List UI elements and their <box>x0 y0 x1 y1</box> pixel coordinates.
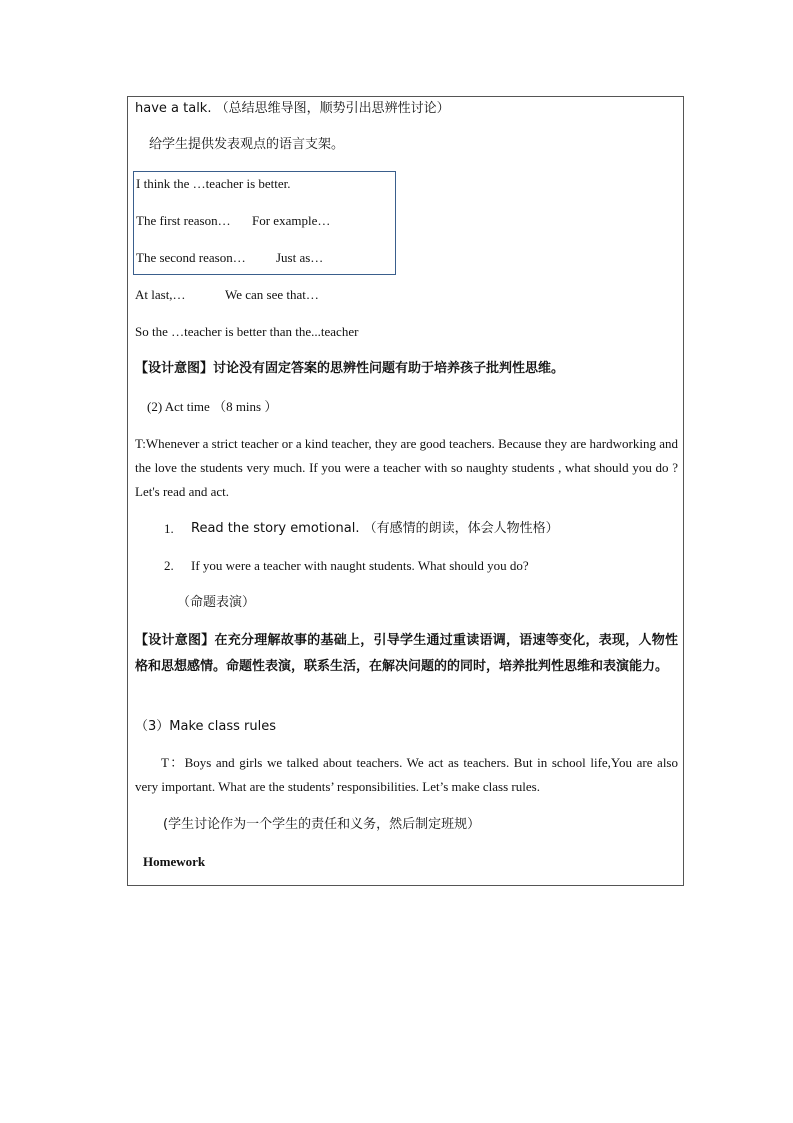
scaffold-row-3a: The second reason… <box>136 250 246 265</box>
perform-note: （命题表演） <box>177 595 256 610</box>
act-time-heading: (2) Act time （8 mins ） <box>147 399 278 414</box>
list-num-2: 2. <box>164 558 174 573</box>
talk-line: have a talk. （总结思维导图，顺势引出思辨性讨论） <box>135 101 450 116</box>
rules-paragraph: T：Boys and girls we talked about teachers. We act as teachers. But in school life,You are also very important. What are the students’ responsibilities. Let’s make class rules. <box>135 755 678 794</box>
list-item-1: Read the story emotional. （有感情的朗读，体会人物性格） <box>191 521 559 536</box>
class-rules-heading: （3）Make class rules <box>135 719 277 734</box>
scaffold-row-1: I think the …teacher is better. <box>136 176 291 191</box>
scaffold-row-2a: The first reason… <box>136 213 231 228</box>
scaffold-row-2b: For example… <box>252 213 331 228</box>
homework-heading: Homework <box>143 854 206 869</box>
scaffold-intro: 给学生提供发表观点的语言支架。 <box>149 137 345 152</box>
teacher-paragraph: T:Whenever a strict teacher or a kind teacher, they are good teachers. Because they are hardworking and the love the students very much. If you were a teacher with so naughty students , what should you do ?Let's read and act. <box>135 436 678 499</box>
discussion-note: (学生讨论作为一个学生的责任和义务，然后制定班规） <box>163 817 481 832</box>
design-intent-1: 【设计意图】讨论没有固定答案的思辨性问题有助于培养孩子批判性思维。 <box>135 361 565 376</box>
at-last-line: At last,… <box>135 287 186 302</box>
list-num-1: 1. <box>164 521 174 536</box>
scaffold-row-3b: Just as… <box>276 250 324 265</box>
design-intent-2: 【设计意图】在充分理解故事的基础上，引导学生通过重读语调，语速等变化，表现，人物性格和思想感情。命题性表演，联系生活，在解决问题的的同时，培养批判性思维和表演能力。 <box>135 633 678 674</box>
we-can-see-line: We can see that… <box>225 287 319 302</box>
list-item-2: If you were a teacher with naught students. What should you do? <box>191 558 529 573</box>
conclusion-line: So the …teacher is better than the...teacher <box>135 324 359 339</box>
